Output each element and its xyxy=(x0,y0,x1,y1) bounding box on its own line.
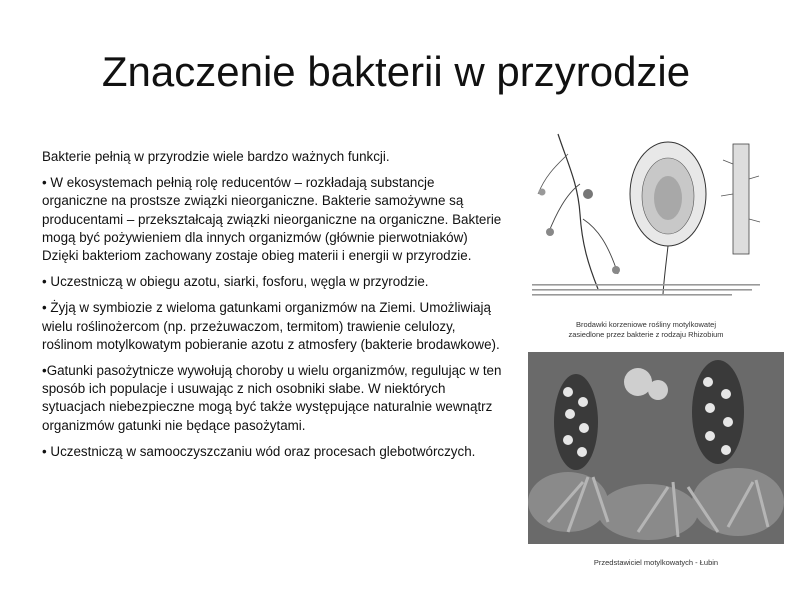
lupine-photo xyxy=(528,352,784,544)
paragraph-intro: Bakterie pełnią w przyrodzie wiele bardzo ważnych funkcji. xyxy=(42,149,390,164)
figure1-caption-line2: zasiedlone przez bakterie z rodzaju Rhizobium xyxy=(568,330,724,339)
paragraph-parasites: •Gatunki pasożytnicze wywołują choroby u wielu organizmów, regulując w ten sposób ich populacje i usuwając z nich osobniki słabe. W niektórych sytuacjach niebezpieczne mogą być także występujące naturalnie wewnątrz organizmów gatunki nie będące pasożytami. xyxy=(42,363,502,433)
figure2-caption: Przedstawiciel motylkowatych - Łubin xyxy=(593,558,719,567)
body-text xyxy=(42,148,502,469)
root-nodules-illustration xyxy=(528,124,764,302)
paragraph-self-cleaning: • Uczestniczą w samooczyszczaniu wód oraz procesach glebotwórczych. xyxy=(42,443,476,459)
paragraph-reducents: • W ekosystemach pełnią rolę reducentów – rozkładają substancje organiczne na prostsze związki nieorganiczne. Bakterie samożywne są producentami – przekształcają związki nieorganiczne na organiczne. Bakterie mogą być pożywieniem dla innych organizmów (głównie pierwotniaków) Dzięki bakteriom zachowany zostaje obieg materii i energii w przyrodzie. xyxy=(42,175,502,264)
slide-title: Znaczenie bakterii w przyrodzie xyxy=(101,48,691,95)
paragraph-symbiosis: • Żyją w symbiozie z wieloma gatunkami organizmów na Ziemi. Umożliwiają wielu roślinożercom (np. przeżuwaczom, termitom) trawienie celulozy, roślinom motylkowatym pobieranie azotu z atmosfery (bakterie brodawkowe). xyxy=(42,300,500,352)
figure1-caption-line1: Brodawki korzeniowe rośliny motylkowatej xyxy=(575,320,717,329)
paragraph-cycles: • Uczestniczą w obiegu azotu, siarki, fosforu, węgla w przyrodzie. xyxy=(42,274,429,290)
figure1-caption xyxy=(528,320,764,340)
